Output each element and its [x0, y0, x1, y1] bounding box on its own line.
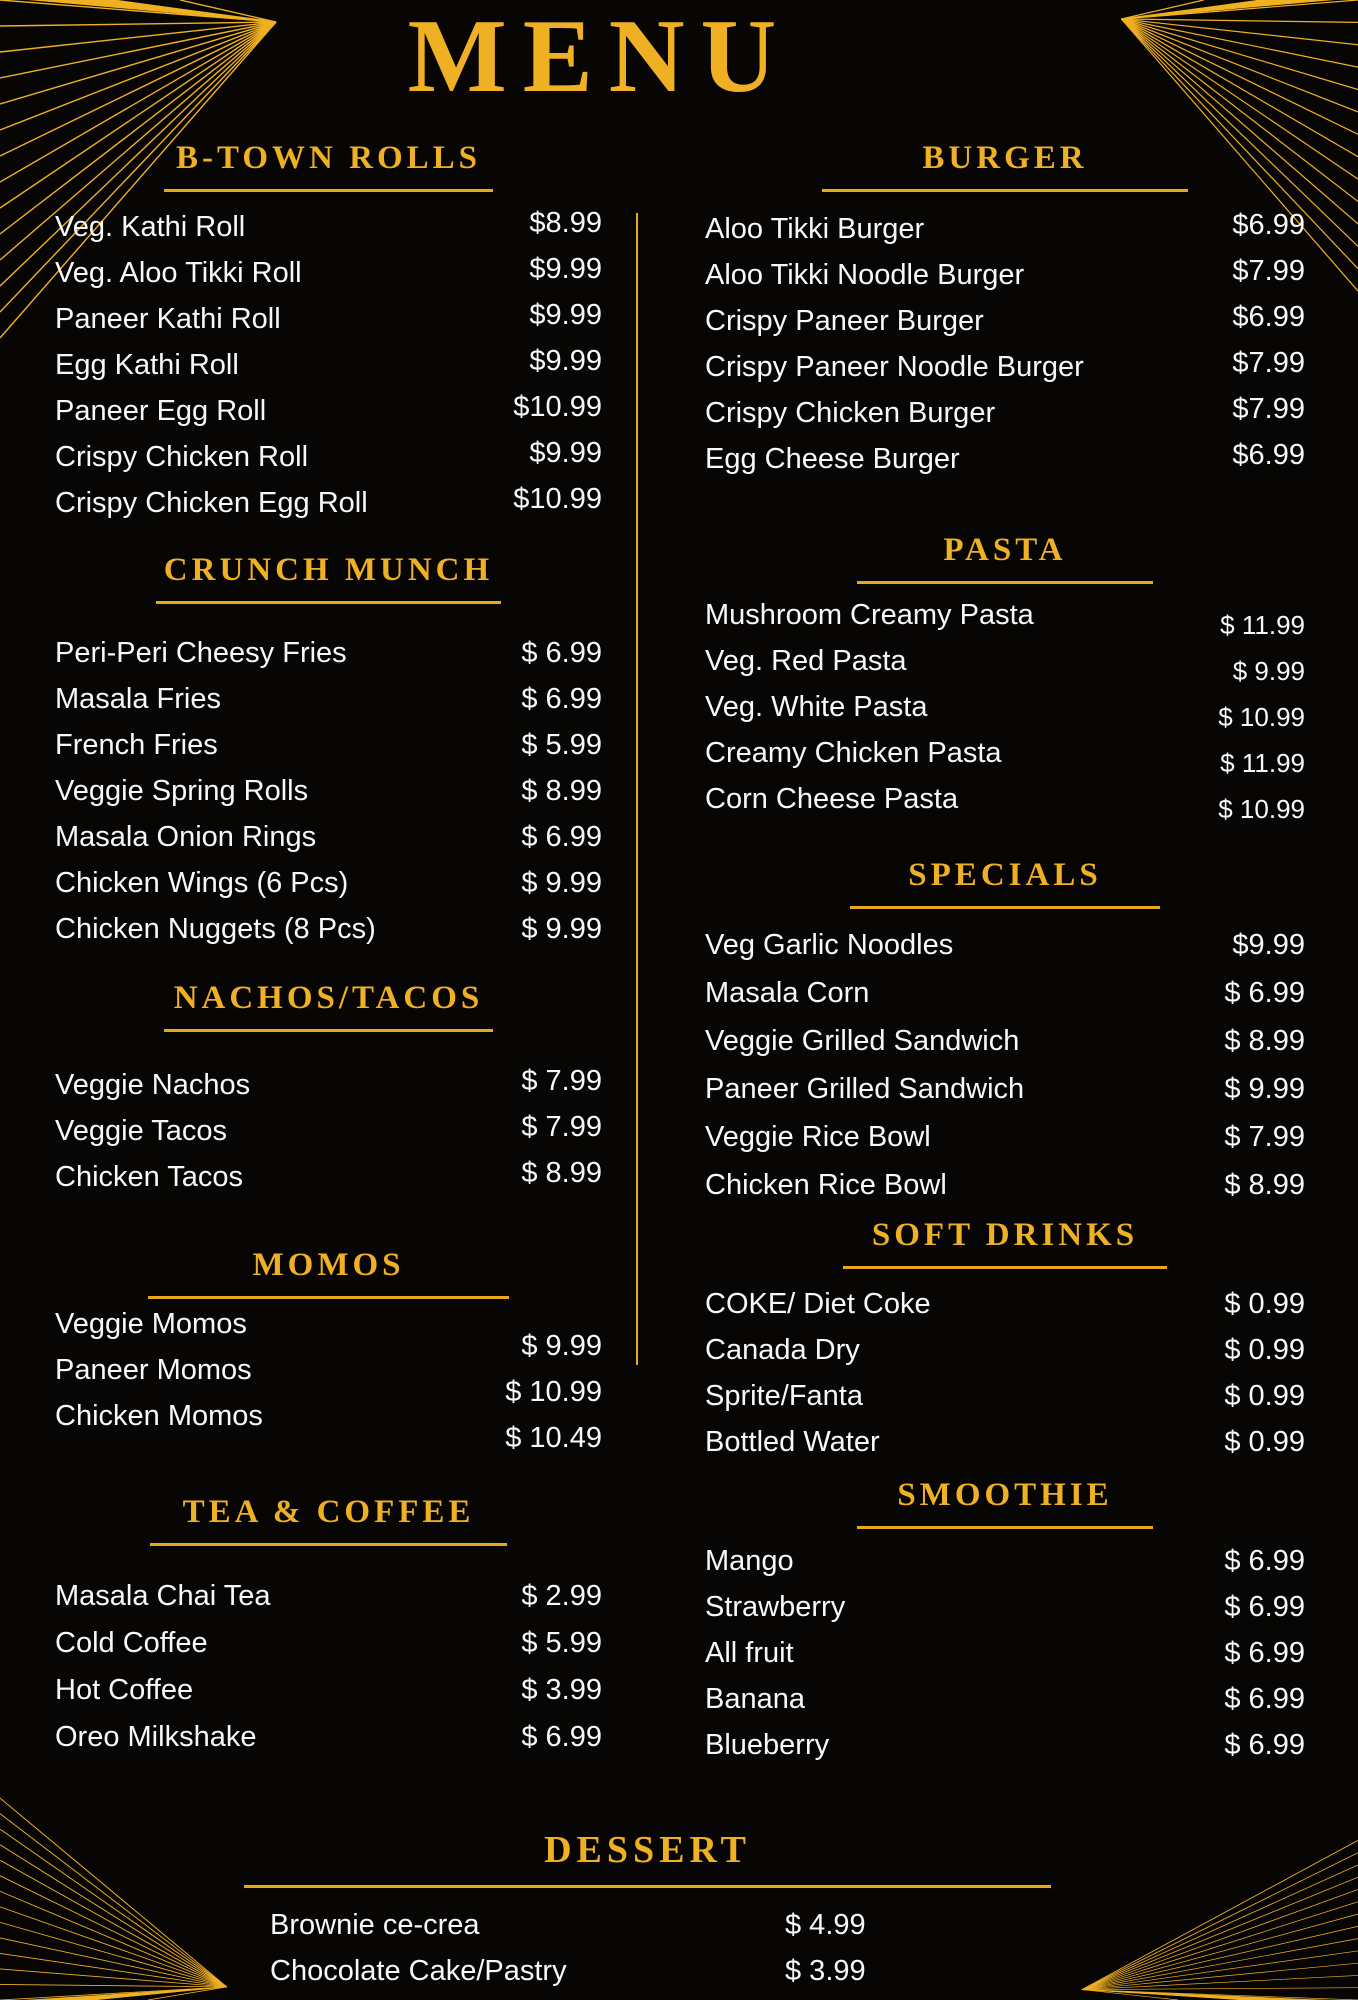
corner-fan-ornament-bottom-right	[1078, 1830, 1358, 2000]
menu-item-name: Blueberry	[705, 1729, 830, 1761]
menu-item-row	[55, 814, 602, 860]
menu-item-row	[55, 342, 602, 388]
section-heading	[705, 1477, 1305, 1529]
menu-item-name: Bottled Water	[705, 1426, 880, 1458]
menu-item-row	[55, 768, 602, 814]
section-items	[240, 1902, 1055, 1994]
section-heading-text: NACHOS/TACOS	[164, 980, 494, 1032]
menu-section-nachos-tacos	[55, 980, 602, 1200]
menu-item-row	[55, 296, 602, 342]
menu-item-name: Canada Dry	[705, 1334, 860, 1366]
menu-item-row	[705, 206, 1305, 252]
section-items	[55, 1301, 602, 1454]
menu-item-row	[55, 434, 602, 480]
menu-item-price: $7.99	[1232, 393, 1305, 425]
menu-item-price: $7.99	[1232, 347, 1305, 379]
menu-item-name: Veg Garlic Noodles	[705, 929, 954, 961]
menu-item-price: $ 6.99	[1224, 977, 1305, 1009]
menu-item-row	[55, 1667, 602, 1714]
menu-item-name: Egg Cheese Burger	[705, 443, 960, 475]
menu-item-price: $ 0.99	[1224, 1334, 1305, 1366]
menu-item-name: Chicken Wings (6 Pcs)	[55, 867, 349, 899]
menu-item-name: Paneer Grilled Sandwich	[705, 1073, 1025, 1105]
menu-item-name: Chicken Tacos	[55, 1161, 244, 1193]
menu-item-row	[705, 1538, 1305, 1584]
menu-item-row	[240, 1902, 1055, 1948]
menu-item-name: Masala Chai Tea	[55, 1580, 271, 1612]
menu-item-name: Strawberry	[705, 1591, 846, 1623]
menu-item-price: $ 10.99	[1218, 702, 1305, 732]
section-items	[55, 1573, 602, 1761]
menu-item-name: Crispy Paneer Burger	[705, 305, 984, 337]
menu-item-name: Brownie ce-crea	[270, 1909, 480, 1941]
menu-item-name: Veggie Nachos	[55, 1069, 251, 1101]
menu-item-row	[705, 390, 1305, 436]
menu-item-row	[55, 1301, 602, 1362]
menu-item-price: $ 4.99	[785, 1909, 866, 1941]
menu-item-name: Aloo Tikki Noodle Burger	[705, 259, 1025, 291]
menu-item-row	[55, 1347, 602, 1408]
section-heading-text: SOFT DRINKS	[843, 1217, 1167, 1269]
menu-item-price: $ 11.99	[1220, 748, 1305, 778]
menu-item-row	[705, 592, 1305, 638]
menu-item-price: $ 6.99	[1224, 1591, 1305, 1623]
section-items	[705, 206, 1305, 482]
menu-item-name: Veg. Aloo Tikki Roll	[55, 257, 302, 289]
menu-section-burger	[705, 140, 1305, 482]
menu-section-pasta	[705, 532, 1305, 822]
menu-item-row	[55, 480, 602, 526]
section-heading-text: B-TOWN ROLLS	[164, 140, 493, 192]
menu-item-price: $ 8.99	[521, 775, 602, 807]
menu-item-row	[705, 776, 1305, 822]
section-items	[55, 204, 602, 526]
menu-item-row	[705, 298, 1305, 344]
menu-item-name: Chicken Nuggets (8 Pcs)	[55, 913, 376, 945]
menu-item-row	[705, 1722, 1305, 1768]
menu-item-name: Aloo Tikki Burger	[705, 213, 925, 245]
menu-item-price: $ 8.99	[1224, 1025, 1305, 1057]
section-heading-text: SMOOTHIE	[857, 1477, 1152, 1529]
menu-item-price: $ 6.99	[1224, 1729, 1305, 1761]
menu-item-name: Banana	[705, 1683, 805, 1715]
menu-item-row	[55, 676, 602, 722]
menu-item-row	[705, 1161, 1305, 1209]
menu-item-name: COKE/ Diet Coke	[705, 1288, 931, 1320]
menu-item-name: Creamy Chicken Pasta	[705, 737, 1002, 769]
menu-item-row	[705, 1327, 1305, 1373]
menu-item-row	[705, 1584, 1305, 1630]
section-heading	[240, 1828, 1055, 1888]
menu-section-smoothie	[705, 1477, 1305, 1768]
menu-item-row	[55, 388, 602, 434]
section-items	[55, 1062, 602, 1200]
menu-item-price: $ 6.99	[521, 637, 602, 669]
column-divider-line	[636, 213, 638, 1365]
menu-item-name: Sprite/Fanta	[705, 1380, 863, 1412]
menu-item-price: $9.99	[529, 437, 602, 469]
menu-item-price: $ 6.99	[1224, 1637, 1305, 1669]
menu-item-name: Veg. Red Pasta	[705, 645, 907, 677]
menu-item-row	[705, 684, 1305, 730]
menu-item-price: $6.99	[1232, 301, 1305, 333]
menu-section-tea-coffee	[55, 1494, 602, 1761]
menu-item-name: Chicken Rice Bowl	[705, 1169, 947, 1201]
menu-item-name: Cold Coffee	[55, 1627, 208, 1659]
menu-item-name: Veggie Tacos	[55, 1115, 227, 1147]
menu-section-dessert	[240, 1828, 1055, 1994]
menu-item-price: $ 9.99	[1232, 656, 1305, 686]
menu-item-price: $ 9.99	[521, 1330, 602, 1362]
menu-item-row	[705, 1630, 1305, 1676]
section-heading-text: DESSERT	[244, 1828, 1051, 1888]
section-heading-text: MOMOS	[148, 1247, 510, 1299]
menu-item-name: Veggie Rice Bowl	[705, 1121, 931, 1153]
menu-item-price: $ 6.99	[1224, 1683, 1305, 1715]
menu-item-row	[55, 250, 602, 296]
menu-item-row	[55, 1573, 602, 1620]
menu-item-price: $ 7.99	[521, 1065, 602, 1097]
menu-item-price: $6.99	[1232, 439, 1305, 471]
section-heading-text: TEA & COFFEE	[150, 1494, 508, 1546]
menu-item-price: $9.99	[529, 299, 602, 331]
menu-item-row	[705, 1373, 1305, 1419]
section-heading-text: SPECIALS	[850, 857, 1159, 909]
menu-item-name: Veggie Spring Rolls	[55, 775, 309, 807]
menu-item-name: Masala Onion Rings	[55, 821, 317, 853]
menu-title: MENU	[407, 0, 793, 114]
menu-item-name: Chicken Momos	[55, 1400, 263, 1432]
menu-item-price: $ 5.99	[521, 729, 602, 761]
menu-item-row	[55, 1062, 602, 1108]
menu-item-name: All fruit	[705, 1637, 794, 1669]
menu-item-name: Corn Cheese Pasta	[705, 783, 959, 815]
menu-item-name: Crispy Paneer Noodle Burger	[705, 351, 1084, 383]
menu-item-name: Veg. White Pasta	[705, 691, 928, 723]
menu-item-price: $6.99	[1232, 209, 1305, 241]
section-heading	[55, 552, 602, 604]
menu-item-row	[55, 906, 602, 952]
menu-item-name: Veggie Momos	[55, 1308, 247, 1340]
menu-section-specials	[705, 857, 1305, 1209]
menu-item-name: Chocolate Cake/Pastry	[270, 1955, 567, 1987]
menu-item-price: $8.99	[529, 207, 602, 239]
section-heading	[705, 532, 1305, 584]
menu-item-price: $7.99	[1232, 255, 1305, 287]
menu-item-name: Crispy Chicken Burger	[705, 397, 996, 429]
section-items	[705, 921, 1305, 1209]
menu-item-row	[240, 1948, 1055, 1994]
menu-item-row	[705, 1676, 1305, 1722]
menu-item-name: French Fries	[55, 729, 218, 761]
menu-item-price: $ 7.99	[521, 1111, 602, 1143]
menu-item-price: $ 0.99	[1224, 1426, 1305, 1458]
menu-item-name: Veg. Kathi Roll	[55, 211, 246, 243]
menu-item-row	[705, 921, 1305, 969]
section-items	[705, 1538, 1305, 1768]
menu-item-row	[55, 1154, 602, 1200]
menu-item-price: $10.99	[513, 391, 602, 423]
menu-item-price: $9.99	[529, 345, 602, 377]
menu-item-name: Veggie Grilled Sandwich	[705, 1025, 1020, 1057]
menu-item-price: $ 10.99	[1218, 794, 1305, 824]
menu-item-price: $ 8.99	[1224, 1169, 1305, 1201]
menu-item-price: $ 9.99	[521, 867, 602, 899]
menu-item-row	[705, 1017, 1305, 1065]
menu-item-name: Hot Coffee	[55, 1674, 194, 1706]
section-items	[55, 630, 602, 952]
menu-item-price: $ 3.99	[521, 1674, 602, 1706]
menu-item-price: $ 10.49	[505, 1422, 602, 1454]
corner-fan-ornament-bottom-left	[0, 1785, 230, 2000]
section-heading	[55, 1494, 602, 1546]
menu-section-soft-drinks	[705, 1217, 1305, 1465]
menu-item-name: Crispy Chicken Roll	[55, 441, 309, 473]
menu-item-price: $9.99	[1232, 929, 1305, 961]
menu-item-name: Mango	[705, 1545, 794, 1577]
menu-item-name: Oreo Milkshake	[55, 1721, 257, 1753]
menu-item-price: $ 10.99	[505, 1376, 602, 1408]
menu-section-b-town-rolls	[55, 140, 602, 526]
section-heading	[705, 1217, 1305, 1269]
menu-item-price: $ 6.99	[521, 1721, 602, 1753]
menu-item-name: Mushroom Creamy Pasta	[705, 599, 1034, 631]
menu-item-price: $ 9.99	[1224, 1073, 1305, 1105]
menu-item-price: $ 0.99	[1224, 1380, 1305, 1412]
menu-item-row	[705, 1281, 1305, 1327]
menu-item-price: $ 8.99	[521, 1157, 602, 1189]
menu-item-price: $ 9.99	[521, 913, 602, 945]
section-heading-text: PASTA	[857, 532, 1152, 584]
menu-item-row	[55, 1108, 602, 1154]
menu-item-row	[55, 1620, 602, 1667]
menu-item-price: $9.99	[529, 253, 602, 285]
menu-item-row	[55, 860, 602, 906]
menu-item-row	[705, 1065, 1305, 1113]
menu-item-price: $ 6.99	[521, 683, 602, 715]
menu-item-row	[55, 1714, 602, 1761]
menu-item-row	[705, 1113, 1305, 1161]
menu-item-price: $ 3.99	[785, 1955, 866, 1987]
menu-item-row	[55, 204, 602, 250]
menu-item-price: $ 11.99	[1220, 610, 1305, 640]
section-heading-text: BURGER	[822, 140, 1187, 192]
menu-item-name: Paneer Momos	[55, 1354, 252, 1386]
menu-item-name: Paneer Egg Roll	[55, 395, 267, 427]
menu-item-row	[705, 252, 1305, 298]
menu-item-name: Masala Corn	[705, 977, 870, 1009]
menu-item-price: $ 0.99	[1224, 1288, 1305, 1320]
menu-item-name: Peri-Peri Cheesy Fries	[55, 637, 347, 669]
menu-item-row	[55, 630, 602, 676]
menu-section-momos	[55, 1247, 602, 1454]
section-heading-text: CRUNCH MUNCH	[156, 552, 501, 604]
menu-item-row	[705, 969, 1305, 1017]
menu-item-name: Egg Kathi Roll	[55, 349, 239, 381]
menu-item-price: $ 2.99	[521, 1580, 602, 1612]
menu-item-price: $ 6.99	[1224, 1545, 1305, 1577]
menu-item-row	[55, 722, 602, 768]
menu-item-price: $10.99	[513, 483, 602, 515]
menu-item-name: Crispy Chicken Egg Roll	[55, 487, 368, 519]
section-heading	[55, 140, 602, 192]
menu-item-name: Paneer Kathi Roll	[55, 303, 281, 335]
menu-item-row	[705, 344, 1305, 390]
section-items	[705, 1281, 1305, 1465]
menu-item-price: $ 7.99	[1224, 1121, 1305, 1153]
menu-item-price: $ 5.99	[521, 1627, 602, 1659]
menu-item-row	[705, 730, 1305, 776]
section-heading	[55, 1247, 602, 1299]
section-heading	[705, 140, 1305, 192]
menu-item-price: $ 6.99	[521, 821, 602, 853]
menu-item-row	[705, 638, 1305, 684]
menu-item-name: Masala Fries	[55, 683, 221, 715]
section-items	[705, 592, 1305, 822]
menu-item-row	[705, 1419, 1305, 1465]
section-heading	[55, 980, 602, 1032]
menu-item-row	[705, 436, 1305, 482]
section-heading	[705, 857, 1305, 909]
menu-section-crunch-munch	[55, 552, 602, 952]
